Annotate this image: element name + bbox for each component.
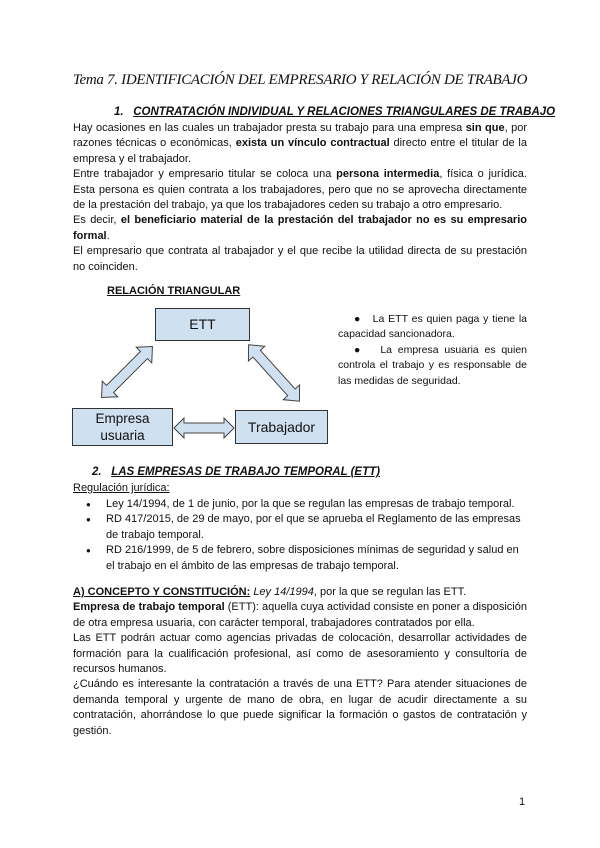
regulation-label: Regulación jurídica: xyxy=(73,482,170,494)
ett-box: ETT xyxy=(155,308,250,341)
paragraph: Las ETT podrán actuar como agencias privadas de colocación, desarrollar actividades de formación para la cualificación profesional, así como de asesoramiento y consultoría de recursos humanos. xyxy=(73,632,527,676)
paragraph: Empresa de trabajo temporal (ETT): aquella cuya actividad consiste en poner a disposición de otra empresa usuaria, con carácter temporal, trabajadores contratados por ella. xyxy=(73,601,527,629)
paragraph: El empresario que contrata al trabajador y el que recibe la utilidad directa de su prestación no coinciden. xyxy=(73,245,527,273)
diagram-notes xyxy=(338,312,527,389)
laws-list xyxy=(73,497,527,574)
paragraph: Entre trabajador y empresario titular se coloca una persona intermedia, física o jurídica. Esta persona es quien contrata a los trabajadores, pero que no se aprovecha directamente de la prestación del trabajo, ya que los trabajadores ceden su trabajo a otro empresario. xyxy=(73,168,527,212)
section-2-heading xyxy=(92,466,380,478)
double-arrow-icon xyxy=(94,339,160,405)
paragraph: ¿Cuándo es interesante la contratación a través de una ETT? Para atender situaciones de demanda temporal y urgente de mano de obra, en lugar de acudir directamente a su contratación, ahorrándose lo que puede significar la formación o gastos de contratación y gestión. xyxy=(73,678,527,737)
list-item: ● Ley 14/1994, de 1 de junio, por la que se regulan las empresas de trabajo temporal. xyxy=(106,497,527,512)
empresa-usuaria-box: Empresa usuaria xyxy=(72,408,173,446)
double-arrow-icon xyxy=(240,337,307,408)
trabajador-box: Trabajador xyxy=(235,410,328,444)
document-title: Tema 7. IDENTIFICACIÓN DEL EMPRESARIO Y RELACIÓN DE TRABAJO xyxy=(72,72,528,88)
note-item: ● La empresa usuaria es quien controla el trabajo y es responsable de las medidas de seguridad. xyxy=(338,343,528,387)
list-item: ● RD 216/1999, de 5 de febrero, sobre disposiciones mínimas de seguridad y salud en el trabajo en el ámbito de las empresas de trabajo temporal. xyxy=(106,543,527,574)
diagram-heading: RELACIÓN TRIANGULAR xyxy=(107,285,241,297)
section-1-title: CONTRATACIÓN INDIVIDUAL Y RELACIONES TRIANGULARES DE TRABAJO xyxy=(133,106,556,118)
list-item: ● RD 417/2015, de 29 de mayo, por el que se aprueba el Reglamento de las empresas de trabajo temporal. xyxy=(106,512,527,543)
section-2-title: LAS EMPRESAS DE TRABAJO TEMPORAL (ETT) xyxy=(111,466,380,478)
page-number: 1 xyxy=(519,796,526,808)
paragraph: Es decir, el beneficiario material de la prestación del trabajador no es su empresario formal. xyxy=(73,214,527,242)
subsection-a-heading: A) CONCEPTO Y CONSTITUCIÓN: Ley 14/1994, por la que se regulan las ETT. xyxy=(73,586,467,598)
double-arrow-icon xyxy=(174,418,234,438)
note-item: ● La ETT es quien paga y tiene la capacidad sancionadora. xyxy=(338,313,527,341)
section-1-number: 1. xyxy=(114,106,124,118)
section-2-number: 2. xyxy=(92,466,102,478)
subsection-a xyxy=(73,585,527,739)
paragraph: Hay ocasiones en las cuales un trabajador presta su trabajo para una empresa sin que, por razones técnicas o económicas, exista un vínculo contractual directo entre el titular de la empresa y el trabajador. xyxy=(73,122,527,165)
